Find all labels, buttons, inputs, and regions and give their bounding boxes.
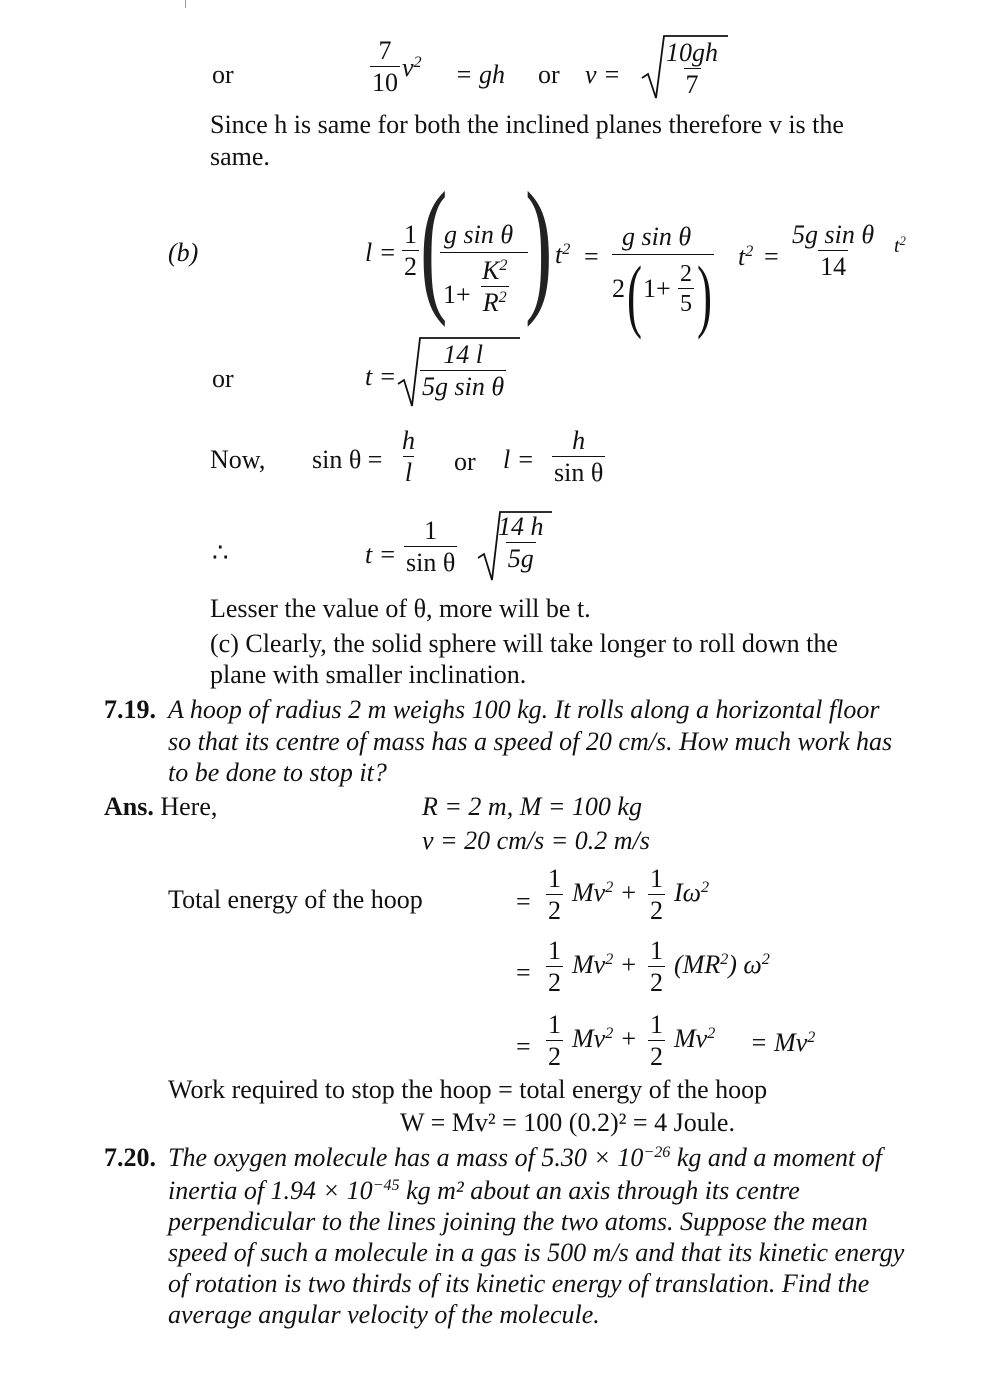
- v-equals: v =: [585, 60, 621, 89]
- equals-1: =: [584, 242, 599, 271]
- eq3-half-b: $\frac{1}{2}$: [650, 1010, 663, 1071]
- sin-theta-equals: sin θ =: [312, 445, 383, 474]
- part-c-line-1: (c) Clearly, the solid sphere will take longer to roll down the: [210, 629, 838, 658]
- left-paren-small: (: [627, 249, 643, 340]
- right-paren-big: ): [525, 162, 553, 328]
- eq1-half-b: $\frac{1}{2}$: [650, 864, 663, 925]
- given-values-2: v = 20 cm/s = 0.2 m/s: [422, 826, 650, 855]
- right-paren-small: ): [697, 249, 713, 340]
- l-equals-2: l =: [503, 445, 535, 474]
- q719-line-1: A hoop of radius 2 m weighs 100 kg. It rolls along a horizontal floor: [168, 695, 880, 724]
- eq2-equals: =: [516, 958, 531, 987]
- work-result: W = Mv² = 100 (0.2)² = 4 Joule.: [400, 1108, 735, 1137]
- eq2-term-b: $(MR^2)$ $\omega^2$: [674, 950, 770, 979]
- eq3-equals: =: [516, 1032, 531, 1061]
- h-over-sin: $\frac{h}{\text{sin θ}}$: [554, 426, 604, 487]
- given-values-1: R = 2 m, M = 100 kg: [422, 792, 642, 821]
- sqrt-fraction-2: $\frac{14 l}{\text{5g sin θ}}$: [422, 340, 505, 401]
- q719-number: 7.19.: [104, 695, 156, 724]
- t-squared-b: $t^2$: [738, 242, 754, 271]
- or-label: or: [212, 60, 234, 89]
- t-equals-2: t =: [365, 540, 397, 569]
- one-plus-2: 1+: [643, 274, 671, 303]
- lesser-line: Lesser the value of θ, more will be t.: [210, 594, 591, 623]
- eq1-equals: =: [516, 887, 531, 916]
- five-g-sin-fraction: $\frac{\text{5g sin θ}}{14}$: [792, 220, 875, 281]
- work-line: Work required to stop the hoop = total energy of the hoop: [168, 1075, 768, 1104]
- g-sin-theta: g sin θ: [444, 220, 514, 249]
- q719-line-3: to be done to stop it?: [168, 758, 387, 787]
- eq3-half-a: $\frac{1}{2}$: [548, 1010, 561, 1071]
- q719-line-2: so that its centre of mass has a speed of 20 cm/s. How much work has: [168, 727, 893, 756]
- sqrt-fraction-3: $\frac{14 h}{5g}$: [498, 512, 544, 573]
- equals-2: =: [764, 242, 779, 271]
- one-over-sin: $\frac{1}{\text{sin θ}}$: [406, 516, 456, 577]
- part-b-label: (b): [168, 238, 199, 267]
- equals-gh: = gh: [455, 60, 506, 89]
- one-plus: 1+: [443, 280, 471, 309]
- eq3-term-b: Mv$^2$: [674, 1024, 716, 1053]
- part-c-line-2: plane with smaller inclination.: [210, 660, 527, 689]
- two-fifth-fraction: $\frac{2}{5}$: [680, 261, 692, 317]
- scan-mark: [185, 0, 186, 8]
- eq1-half-a: $\frac{1}{2}$: [548, 864, 561, 925]
- q720-line-2: inertia of $1.94 \times 10^{-45}$ kg m² about an axis through its centre: [168, 1176, 800, 1205]
- eq1-term-a: $Mv^2$ +: [572, 878, 638, 907]
- since-line-1: Since h is same for both the inclined planes therefore v is the: [210, 110, 844, 139]
- now-label: Now,: [210, 445, 266, 474]
- sqrt-fraction: $\frac{10gh}{7}$: [666, 38, 718, 99]
- t-equals: t =: [365, 362, 397, 391]
- q720-line-3: perpendicular to the lines joining the two atoms. Suppose the mean: [168, 1207, 868, 1236]
- q720-line-6: average angular velocity of the molecule.: [168, 1300, 600, 1329]
- total-energy-label: Total energy of the hoop: [168, 885, 423, 914]
- h-over-l: $\frac{h}{l}$: [402, 426, 415, 487]
- half-fraction: $\frac{1}{2}$: [404, 220, 417, 281]
- fraction-7-10: $\frac{7}{10}$: [372, 36, 398, 97]
- q720-line-5: of rotation is two thirds of its kinetic energy of translation. Find the: [168, 1269, 870, 1298]
- or-word: or: [538, 60, 560, 89]
- eq2-half-b: $\frac{1}{2}$: [650, 936, 663, 997]
- q720-line-4: speed of such a molecule in a gas is 500 m/s and that its kinetic energy: [168, 1238, 905, 1267]
- left-paren-big: (: [420, 162, 448, 328]
- or-word-3: or: [454, 447, 476, 476]
- therefore-symbol: ∴: [212, 538, 229, 567]
- eq3-term-a: $Mv^2$ +: [572, 1024, 638, 1053]
- two-factor: 2: [612, 274, 625, 303]
- eq2-half-a: $\frac{1}{2}$: [548, 936, 561, 997]
- since-line-2: same.: [210, 142, 270, 171]
- g-sin-theta-2: g sin θ: [622, 222, 692, 251]
- t-squared-c: $t^2$: [894, 234, 906, 257]
- l-equals: l =: [365, 238, 397, 267]
- q720-number: 7.20.: [104, 1143, 156, 1172]
- eq3-final: = $Mv^2$: [750, 1028, 816, 1057]
- ans-label: Ans. Here,: [104, 792, 218, 821]
- eq2-term-a: $Mv^2$ +: [572, 950, 638, 979]
- or-label-2: or: [212, 364, 234, 393]
- v-squared: $v^2$: [402, 53, 422, 82]
- q720-line-1: The oxygen molecule has a mass of $5.30 \times 10^{-26}$ kg and a moment of: [168, 1143, 882, 1172]
- main-fraction-bar: [440, 252, 528, 253]
- eq1-term-b: $I\omega^2$: [674, 878, 710, 907]
- k2-r2-fraction: $\frac{K^2}{R^2}$: [482, 256, 508, 317]
- t-squared-a: $t^2$: [555, 240, 571, 269]
